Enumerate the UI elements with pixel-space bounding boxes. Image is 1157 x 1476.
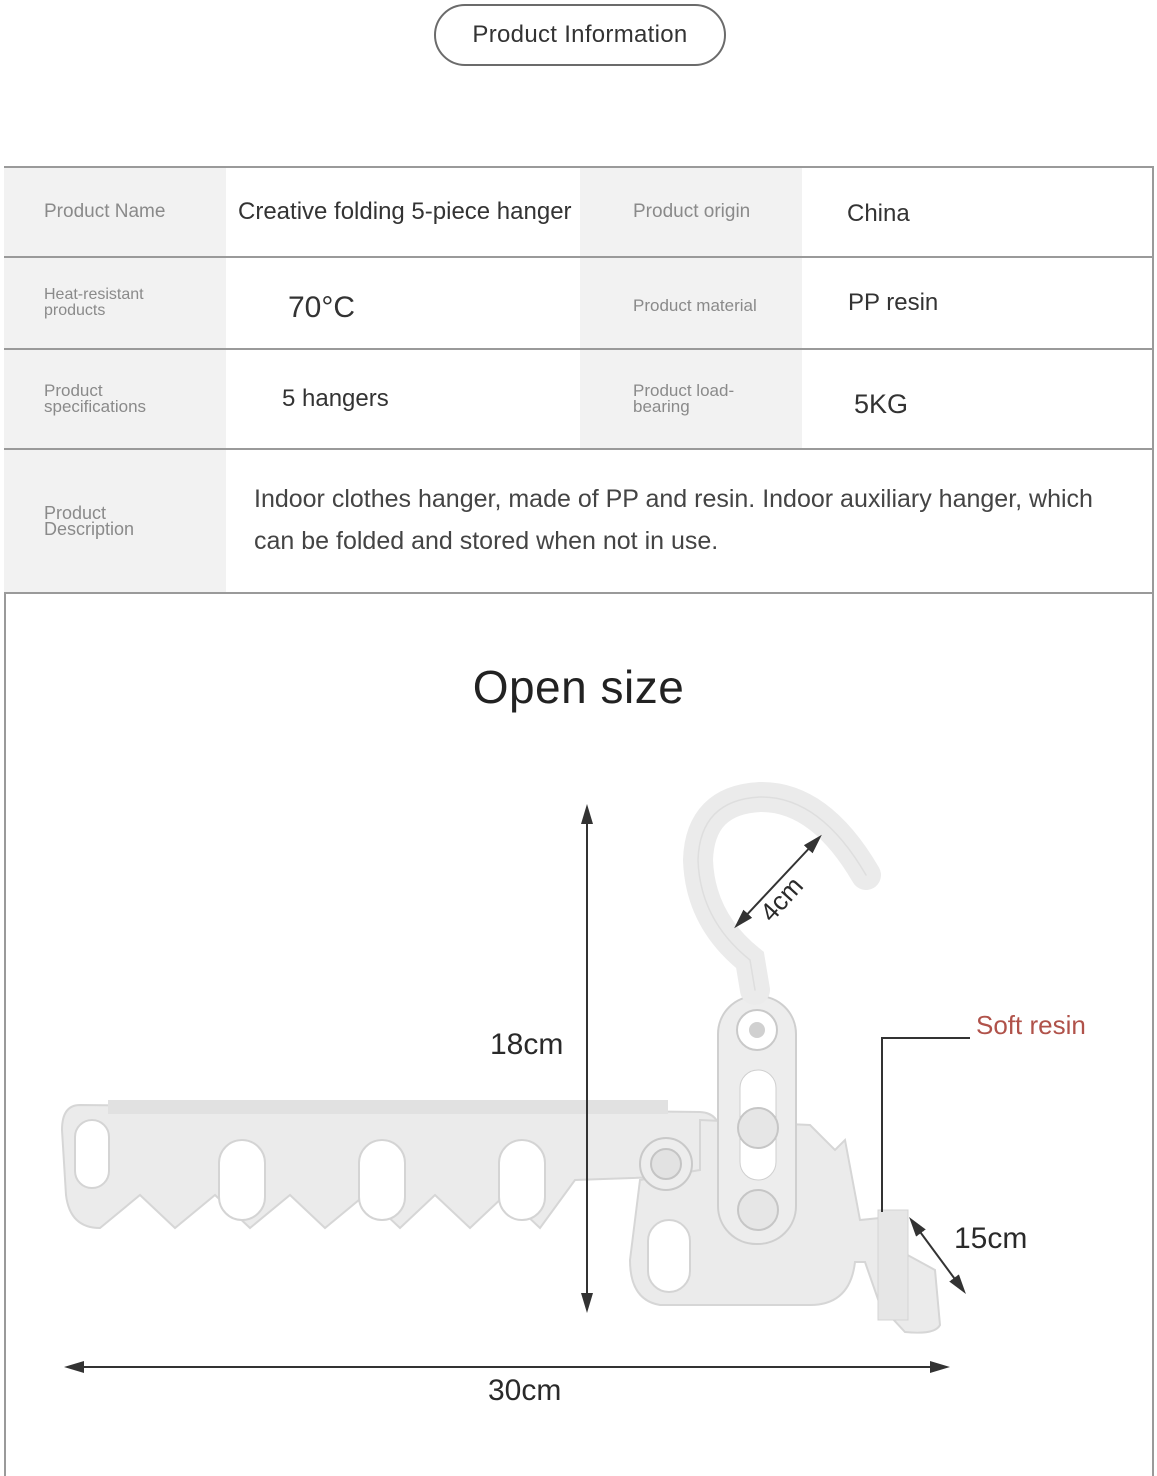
hanger-arm xyxy=(62,1100,720,1228)
hook-dimension-label: 4cm xyxy=(753,870,809,928)
soft-resin-label: Soft resin xyxy=(976,1010,1086,1040)
width-dimension-label: 30cm xyxy=(488,1374,562,1407)
product-name-value: Creative folding 5-piece hanger xyxy=(226,168,580,256)
product-specifications-label-text: Product specifications xyxy=(44,381,147,416)
heat-resistant-value: 70°C xyxy=(226,258,580,348)
product-description-label-text: Product Description xyxy=(44,503,135,539)
product-material-label: Product material xyxy=(580,258,802,348)
product-description-value: Indoor clothes hanger, made of PP and resin. Indoor auxiliary hanger, which can be folded and stored when not in use. xyxy=(254,485,1093,555)
product-origin-value: China xyxy=(802,168,1152,256)
height-dimension-label: 18cm xyxy=(490,1028,564,1061)
product-load-bearing-value: 5KG xyxy=(802,350,1152,448)
soft-resin-callout-line xyxy=(882,1038,970,1212)
product-load-bearing-label-text: Product load-bearing xyxy=(633,381,735,416)
heat-resistant-label-text: Heat-resistant products xyxy=(44,286,144,319)
product-information-badge: Product Information xyxy=(434,4,726,66)
product-origin-label: Product origin xyxy=(580,168,802,256)
product-name-label: Product Name xyxy=(4,168,226,256)
depth-dimension-label: 15cm xyxy=(954,1222,1028,1255)
hanger-body xyxy=(718,996,796,1244)
product-material-value: PP resin xyxy=(802,258,1152,348)
product-specifications-value: 5 hangers xyxy=(226,350,580,448)
open-size-title: Open size xyxy=(472,661,685,713)
